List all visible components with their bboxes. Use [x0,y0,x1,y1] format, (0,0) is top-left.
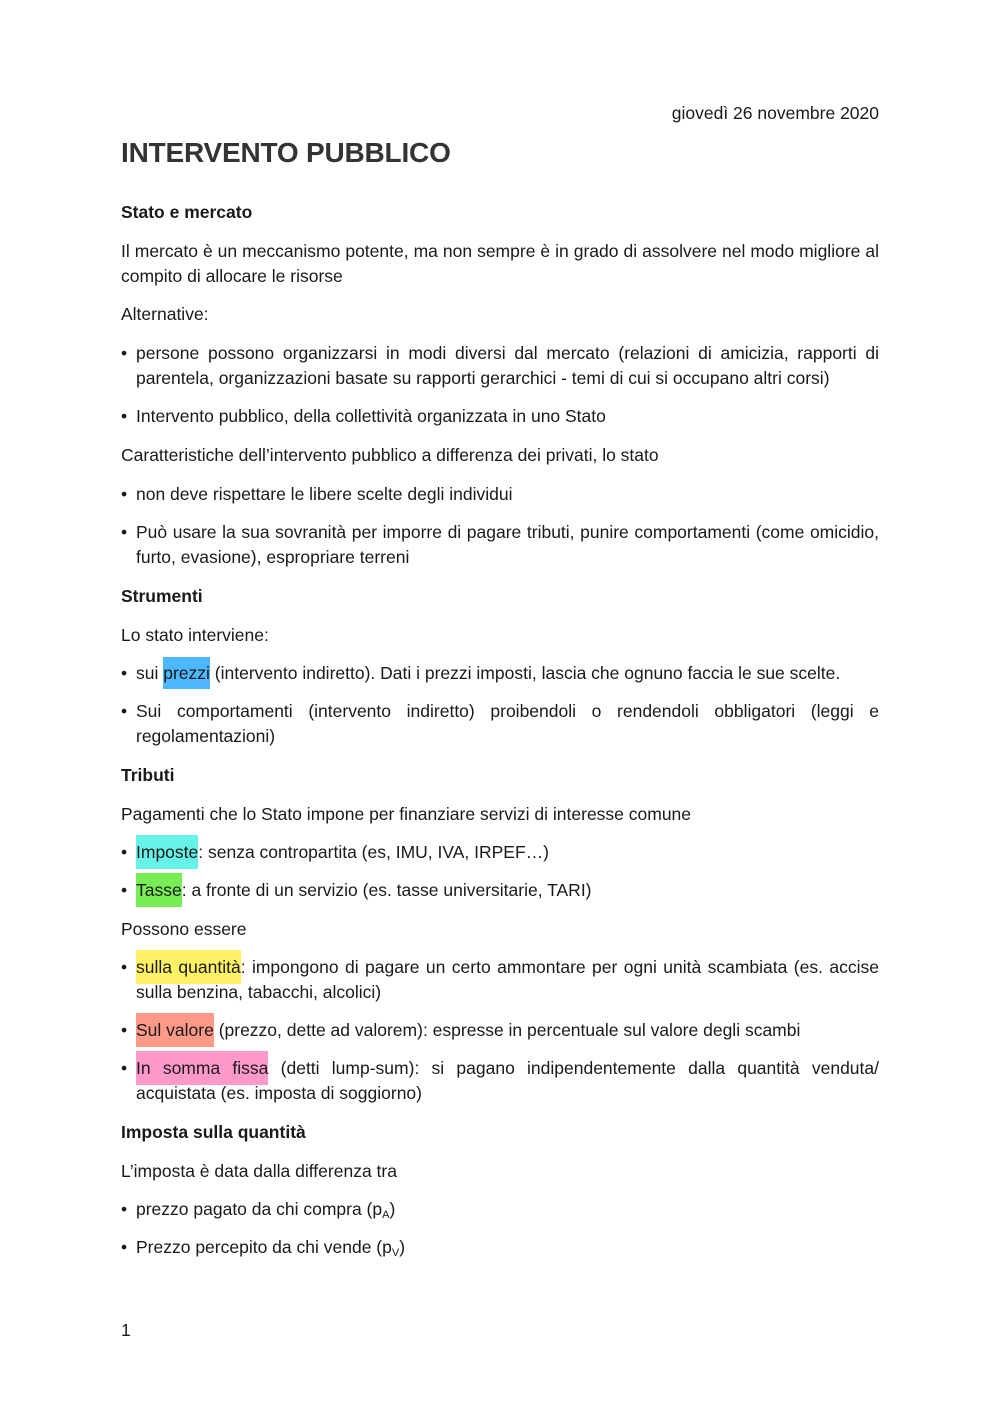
bullet-text: : senza contropartita (es, IMU, IVA, IRPEF…) [198,842,550,862]
bullet-comportamenti [121,699,879,749]
bullet-prezzi [121,661,879,686]
paragraph-imposta-differenza: L’imposta è data dalla differenza tra [121,1161,397,1181]
bullet-intervento-pubblico [121,404,879,429]
bullet-dot: • [121,522,128,542]
bullet-dot: • [121,1020,128,1040]
date-label: giovedì 26 novembre 2020 [671,103,879,123]
paragraph-pagamenti: Pagamenti che lo Stato impone per finanziare servizi di interesse comune [121,804,692,824]
subscript-v: V [391,1247,400,1259]
heading-stato-e-mercato: Stato e mercato [121,202,253,222]
bullet-text: (detti lump-sum): si pagano indipendentemente dalla quantità venduta/ acquistata (es. imposta di soggiorno) [136,1058,879,1103]
paragraph-alternative: Alternative: [121,304,209,324]
highlight-sulla-quantita: sulla quantità [136,950,241,984]
bullet-dot: • [121,701,128,721]
heading-imposta-sulla-quantita: Imposta sulla quantità [121,1122,306,1142]
bullet-somma-fissa [121,1056,879,1106]
bullet-text: Intervento pubblico, della collettività organizzata in uno Stato [136,406,606,426]
bullet-text: (intervento indiretto). Dati i prezzi imposti, lascia che ognuno faccia le sue scelte. [209,663,841,683]
bullet-dot: • [121,343,128,363]
paragraph-possono-essere: Possono essere [121,919,247,939]
heading-tributi: Tributi [121,765,175,785]
highlight-tasse: Tasse [136,873,182,907]
bullet-text: persone possono organizzarsi in modi diversi dal mercato (relazioni di amicizia, rapporti di parentela, organizzazioni basate su rapporti gerarchici - temi di cui si occupano altri corsi) [136,343,879,388]
bullet-dot: • [121,406,128,426]
bullet-text: : impongono di pagare un certo ammontare per ogni unità scambiata (es. accise sulla benzina, tabacchi, alcolici) [136,957,879,1002]
bullet-dot: • [121,484,128,504]
bullet-text: ) [399,1237,406,1257]
bullet-text: sui [136,663,164,683]
bullet-libere-scelte [121,482,879,507]
highlight-prezzi: prezzi [163,657,210,689]
paragraph-lo-stato-interviene: Lo stato interviene: [121,625,269,645]
bullet-dot: • [121,957,128,977]
bullet-text: ) [389,1199,396,1219]
bullet-text: non deve rispettare le libere scelte degli individui [136,484,513,504]
bullet-tasse [121,878,879,903]
paragraph-mercato: Il mercato è un meccanismo potente, ma non sempre è in grado di assolvere nel modo migliore al compito di allocare le risorse [121,241,879,286]
bullet-prezzo-percepito [121,1235,879,1260]
subscript-a: A [382,1209,390,1221]
bullet-dot: • [121,880,128,900]
bullet-dot: • [121,1237,128,1257]
bullet-text: Prezzo percepito da chi vende (p [136,1237,392,1257]
bullet-sul-valore [121,1018,879,1043]
bullet-persone [121,341,879,391]
page-number: 1 [121,1320,131,1340]
bullet-text: Sui comportamenti (intervento indiretto) proibendoli o rendendoli obbligatori (leggi e regolamentazioni) [136,701,879,746]
bullet-dot: • [121,1058,128,1078]
bullet-text: (prezzo, dette ad valorem): espresse in percentuale sul valore degli scambi [213,1020,801,1040]
highlight-sul-valore: Sul valore [136,1013,214,1047]
paragraph-caratteristiche: Caratteristiche dell’intervento pubblico a differenza dei privati, lo stato [121,445,659,465]
highlight-somma-fissa: In somma fissa [136,1051,268,1085]
bullet-imposte [121,840,879,865]
bullet-text: Può usare la sua sovranità per imporre di pagare tributi, punire comportamenti (come omicidio, furto, evasione), espropriare terreni [136,522,879,567]
bullet-text: prezzo pagato da chi compra (p [136,1199,383,1219]
bullet-dot: • [121,842,128,862]
bullet-prezzo-pagato [121,1197,879,1222]
page-title: INTERVENTO PUBBLICO [121,137,451,168]
bullet-text: : a fronte di un servizio (es. tasse universitarie, TARI) [181,880,592,900]
heading-strumenti: Strumenti [121,586,203,606]
bullet-sovranita [121,520,879,570]
bullet-sulla-quantita [121,955,879,1005]
bullet-dot: • [121,663,128,683]
highlight-imposte: Imposte [136,835,198,869]
bullet-dot: • [121,1199,128,1219]
document-body [121,135,879,1260]
